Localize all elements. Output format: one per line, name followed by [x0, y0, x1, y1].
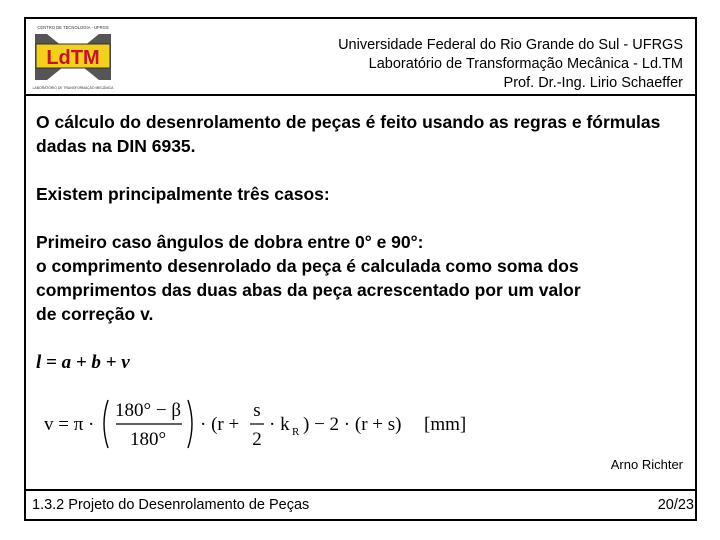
first-case-line: de correção v.: [36, 304, 154, 324]
institution-line: Prof. Dr.-Ing. Lirio Schaeffer: [503, 75, 683, 91]
logo-topline: CENTRO DE TECNOLOGIA - UFRGS: [37, 25, 109, 30]
author-credit: Arno Richter: [610, 457, 683, 472]
ldtm-logo: [31, 22, 115, 92]
first-case-line: Primeiro caso ângulos de dobra entre 0° e 90°:: [36, 232, 424, 252]
formula-rest: ) − 2 · (r + s): [303, 414, 402, 435]
logo-text: LdTM: [46, 47, 100, 69]
formula-lhs: v = π ·: [44, 414, 95, 435]
formula-subscript: R: [292, 426, 300, 438]
formula-unit: [mm]: [424, 414, 467, 435]
institution-line: Laboratório de Transformação Mecânica - Ld.TM: [368, 56, 683, 72]
length-equation: l = a + b + v: [36, 352, 130, 373]
first-case-line: comprimentos das duas abas da peça acrescentado por um valor: [36, 280, 581, 300]
paragraph-din: O cálculo do desenrolamento de peças é feito usando as regras e fórmulas dadas na DIN 6935.: [36, 112, 661, 156]
paragraph-cases: Existem principalmente três casos:: [36, 184, 330, 204]
logo-bottomline: LABORATÓRIO DE TRANSFORMAÇÃO MECÂNICA: [32, 86, 114, 90]
formula-numerator: 180° − β: [115, 400, 181, 421]
footer-title: 1.3.2 Projeto do Desenrolamento de Peças: [32, 497, 310, 513]
formula-frac2-den: 2: [252, 429, 262, 450]
formula-middle: · (r +: [200, 414, 240, 435]
paragraph-first-case: [36, 230, 676, 326]
first-case-line: o comprimento desenrolado da peça é calculada como soma dos: [36, 256, 579, 276]
page-number: 20/23: [657, 497, 694, 513]
formula-frac2-num: s: [253, 400, 261, 421]
formula-denominator: 180°: [129, 429, 167, 450]
correction-formula: [44, 394, 474, 454]
formula-tail: · k: [269, 414, 290, 435]
institution-line: Universidade Federal do Rio Grande do Sul - UFRGS: [338, 37, 683, 53]
institution-block: [338, 36, 683, 93]
